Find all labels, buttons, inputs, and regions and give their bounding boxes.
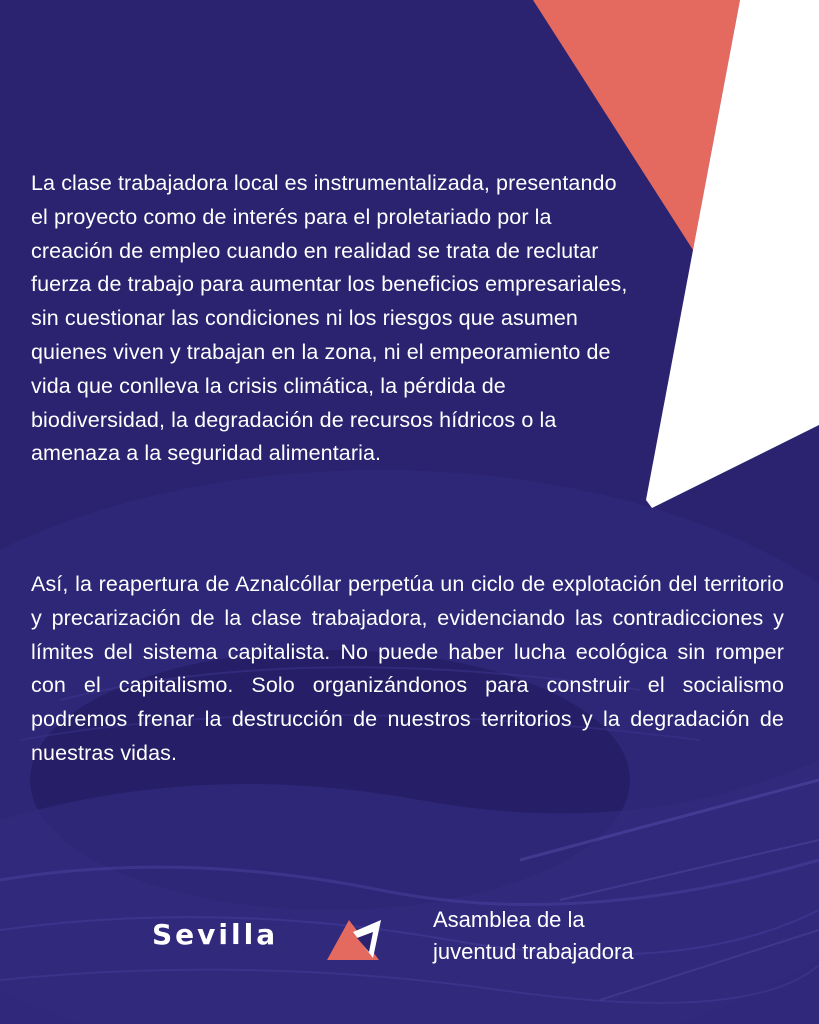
paragraph-1: La clase trabajadora local es instrumentalizada, presentando el proyecto como de interés para el proletariado por la creación de empleo cuando en realidad se trata de reclutar fuerza de trabajo para aumentar los beneficios empresariales, sin cuestionar las condiciones ni los riesgos que asumen quienes viven y trabajan en la zona, ni el empeoramiento de vida que conlleva la crisis climática, la pérdida de biodiversidad, la degradación de recursos hídricos o la amenaza a la seguridad alimentaria. bbox=[31, 171, 628, 466]
paragraph-2: Así, la reapertura de Aznalcóllar perpetúa un ciclo de explotación del territorio y precarización de la clase trabajadora, evidenciando las contradicciones y límites del sistema capitalista. No puede haber lucha ecológica sin romper con el capitalismo. Solo organizándonos para construir el socialismo podremos frenar la destrucción de nuestros territorios y la degradación de nuestras vidas. bbox=[31, 572, 784, 765]
footer-branding bbox=[0, 900, 819, 990]
organization-name-line-1: Asamblea de la bbox=[433, 907, 585, 932]
city-name: Sevilla bbox=[152, 918, 279, 951]
triangle-logo-icon bbox=[327, 918, 383, 962]
organization-name-line-2: juventud trabajadora bbox=[433, 939, 634, 964]
organization-name bbox=[433, 904, 733, 968]
